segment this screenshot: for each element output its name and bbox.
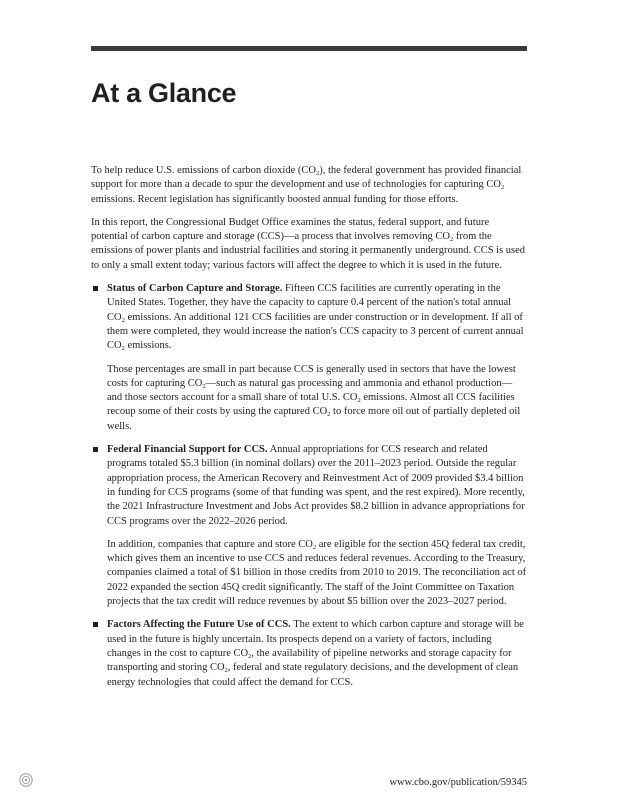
- bullet-heading: Status of Carbon Capture and Storage.: [107, 283, 283, 295]
- key-findings-list: [91, 282, 527, 690]
- publication-link[interactable]: www.cbo.gov/publication/59345: [389, 777, 527, 788]
- bullet-paragraph: Federal Financial Support for CCS. Annual appropriations for CCS research and related programs totaled $5.3 billion (in nominal dollars) over the 2011–2023 period. Outside the regular appropriation process, the American Recovery and Reinvestment Act of 2009 provided $3.4 billion in funding for CCS programs (some of that funding was spent, and the rest expired). More recently, the 2021 Infrastructure Investment and Jobs Act provides $8.2 billion in advance appropriations for CCS programs over the 2022–2026 period.: [107, 444, 525, 527]
- bullet-heading: Factors Affecting the Future Use of CCS.: [107, 619, 291, 631]
- top-rule: [91, 46, 527, 51]
- bullet-paragraph: Status of Carbon Capture and Storage. Fifteen CCS facilities are currently operating in the United States. Together, they have the capacity to capture 0.4 percent of the nation's total annual $CO_2$ emissions. An additional 121 CCS facilities are under construction or in development. If all of them were completed, they would increase the nation's CCS capacity to 3 percent of current annual $CO_2$ emissions.: [107, 283, 524, 353]
- intro-paragraph-2: In this report, the Congressional Budget Office examines the status, federal support, and future potential of carbon capture and storage (CCS)—a process that involves removing $CO_2$ from the emissions of power plants and industrial facilities and storing it permanently underground. CCS is used to only a small extent today; various factors will affect the degree to which it is used in the future.: [91, 216, 526, 271]
- list-item: [91, 618, 527, 689]
- bullet-square-icon: [93, 286, 98, 291]
- intro-paragraph-1: To help reduce U.S. emissions of carbon dioxide $(CO_2)$, the federal government has provided financial support for more than a decade to spur the development and use of technologies for capturing $CO_2$ emissions. Recent legislation has significantly boosted annual funding for those efforts.: [91, 165, 522, 205]
- list-item: [91, 282, 527, 434]
- bullet-paragraph: Those percentages are small in part because CCS is generally used in sectors that have the lowest costs for capturing $CO_2—such$ as natural gas processing and ammonia and ethanol production—and those sectors account for a small share of total U.S. $CO_2$ emissions. Almost all CCS facilities recoup some of their costs by using the captured $CO_2$ to force more oil out of partially depleted oil wells.: [107, 363, 521, 432]
- main-content: [91, 164, 527, 699]
- bullet-square-icon: [93, 447, 98, 452]
- bullet-paragraph: Factors Affecting the Future Use of CCS. The extent to which carbon capture and storage will be used in the future is highly uncertain. Its prospects depend on a variety of factors, including changes in the cost to capture $CO_2$, the availability of pipeline networks and storage capacity for transporting and storing $CO_2$, federal and state regulatory decisions, and the development of clean energy technologies that could affect the demand for CCS.: [107, 619, 524, 688]
- list-item: [91, 443, 527, 609]
- page-title: At a Glance: [91, 78, 237, 108]
- bullet-square-icon: [93, 622, 98, 627]
- cbo-seal-icon: [19, 773, 33, 787]
- bullet-heading: Federal Financial Support for CCS.: [107, 444, 268, 456]
- bullet-paragraph: In addition, companies that capture and store $CO_2$ are eligible for the section 45Q federal tax credit, which gives them an incentive to use CCS and reduces federal revenues. According to the Treasury, companies claimed a total of $1 billion in those credits from 2010 to 2019. The reconciliation act of 2022 expanded the section 45Q credit significantly. The staff of the Joint Committee on Taxation projects that the tax credit will reduce revenues by about $5 billion over the 2023–2027 period.: [107, 538, 527, 608]
